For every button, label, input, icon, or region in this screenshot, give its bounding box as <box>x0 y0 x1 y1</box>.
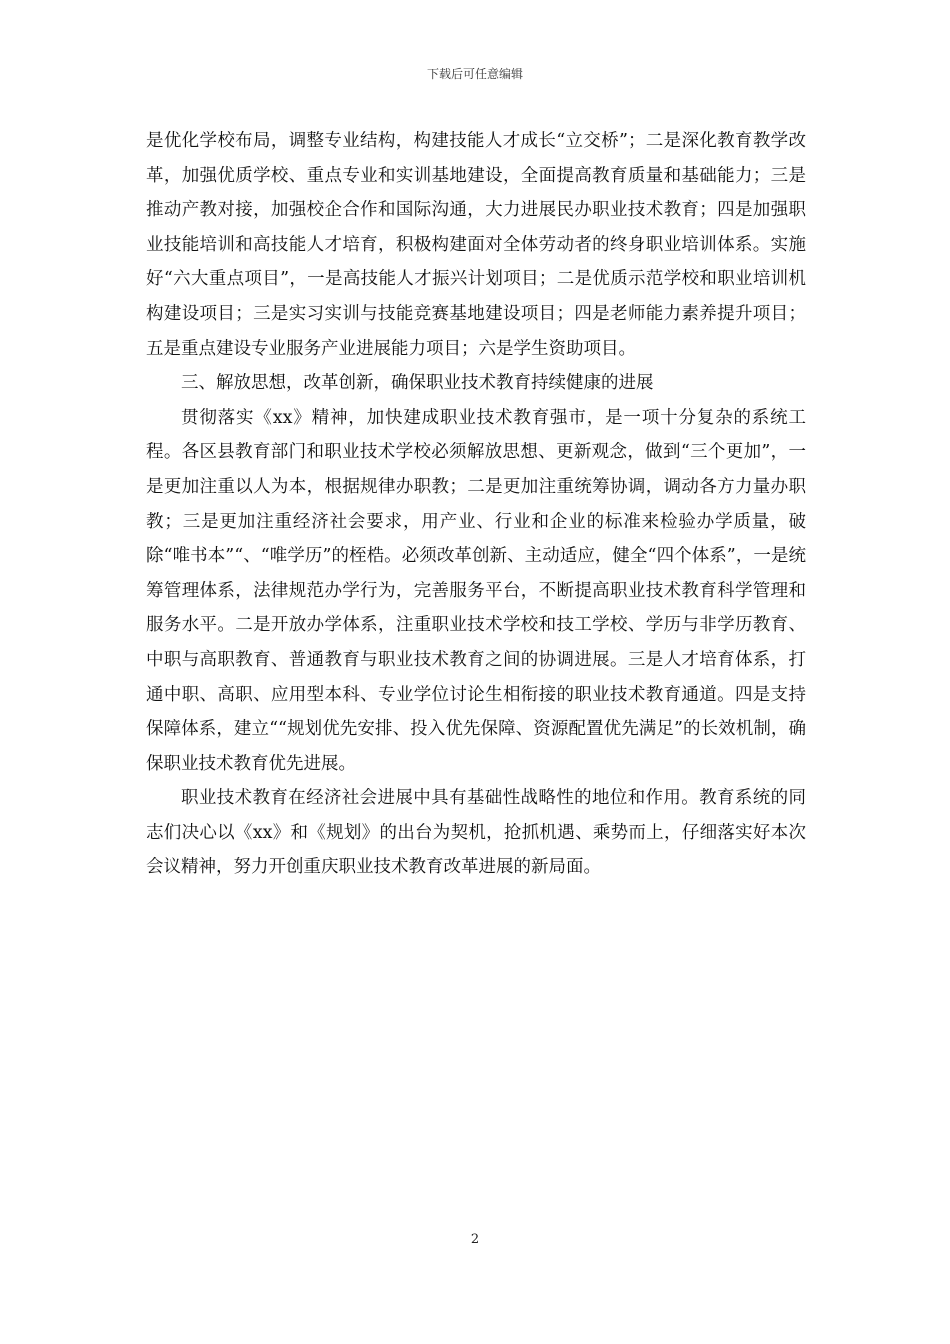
document-body <box>146 124 806 885</box>
paragraph-conclusion: 职业技术教育在经济社会进展中具有基础性战略性的地位和作用。教育系统的同志们决心以《xx》和《规划》的出台为契机，抢抓机遇、乘势而上，仔细落实好本次会议精神，努力开创重庆职业技术教育改革进展的新局面。 <box>146 788 806 878</box>
paragraph-body: 贯彻落实《xx》精神，加快建成职业技术教育强市，是一项十分复杂的系统工程。各区县教育部门和职业技术学校必须解放思想、更新观念，做到“三个更加”，一是更加注重以人为本，根据规律办职教；二是更加注重统筹协调，调动各方力量办职教；三是更加注重经济社会要求，用产业、行业和企业的标准来检验办学质量，破除“唯书本”“、“唯学历”的桎梏。必须改革创新、主动适应，健全“四个体系”，一是统筹管理体系，法律规范办学行为，完善服务平台，不断提高职业技术教育科学管理和服务水平。二是开放办学体系，注重职业技术学校和技工学校、学历与非学历教育、中职与高职教育、普通教育与职业技术教育之间的协调进展。三是人才培育体系，打通中职、高职、应用型本科、专业学位讨论生相衔接的职业技术教育通道。四是支持保障体系，建立““规划优先安排、投入优先保障、资源配置优先满足”的长效机制，确保职业技术教育优先进展。 <box>146 407 806 774</box>
page-header: 下载后可任意编辑 <box>426 67 523 81</box>
page-number: 2 <box>470 1232 480 1247</box>
section-heading: 三、解放思想，改革创新，确保职业技术教育持续健康的进展 <box>181 373 654 394</box>
paragraph-continuation: 是优化学校布局，调整专业结构，构建技能人才成长“立交桥”；二是深化教育教学改革，加强优质学校、重点专业和实训基地建设，全面提高教育质量和基础能力；三是推动产教对接，加强校企合作和国际沟通，大力进展民办职业技术教育；四是加强职业技能培训和高技能人才培育，积极构建面对全体劳动者的终身职业培训体系。实施好“六大重点项目”，一是高技能人才振兴计划项目；二是优质示范学校和职业培训机构建设项目；三是实习实训与技能竞赛基地建设项目；四是老师能力素养提升项目；五是重点建设专业服务产业进展能力项目；六是学生资助项目。 <box>146 131 806 359</box>
